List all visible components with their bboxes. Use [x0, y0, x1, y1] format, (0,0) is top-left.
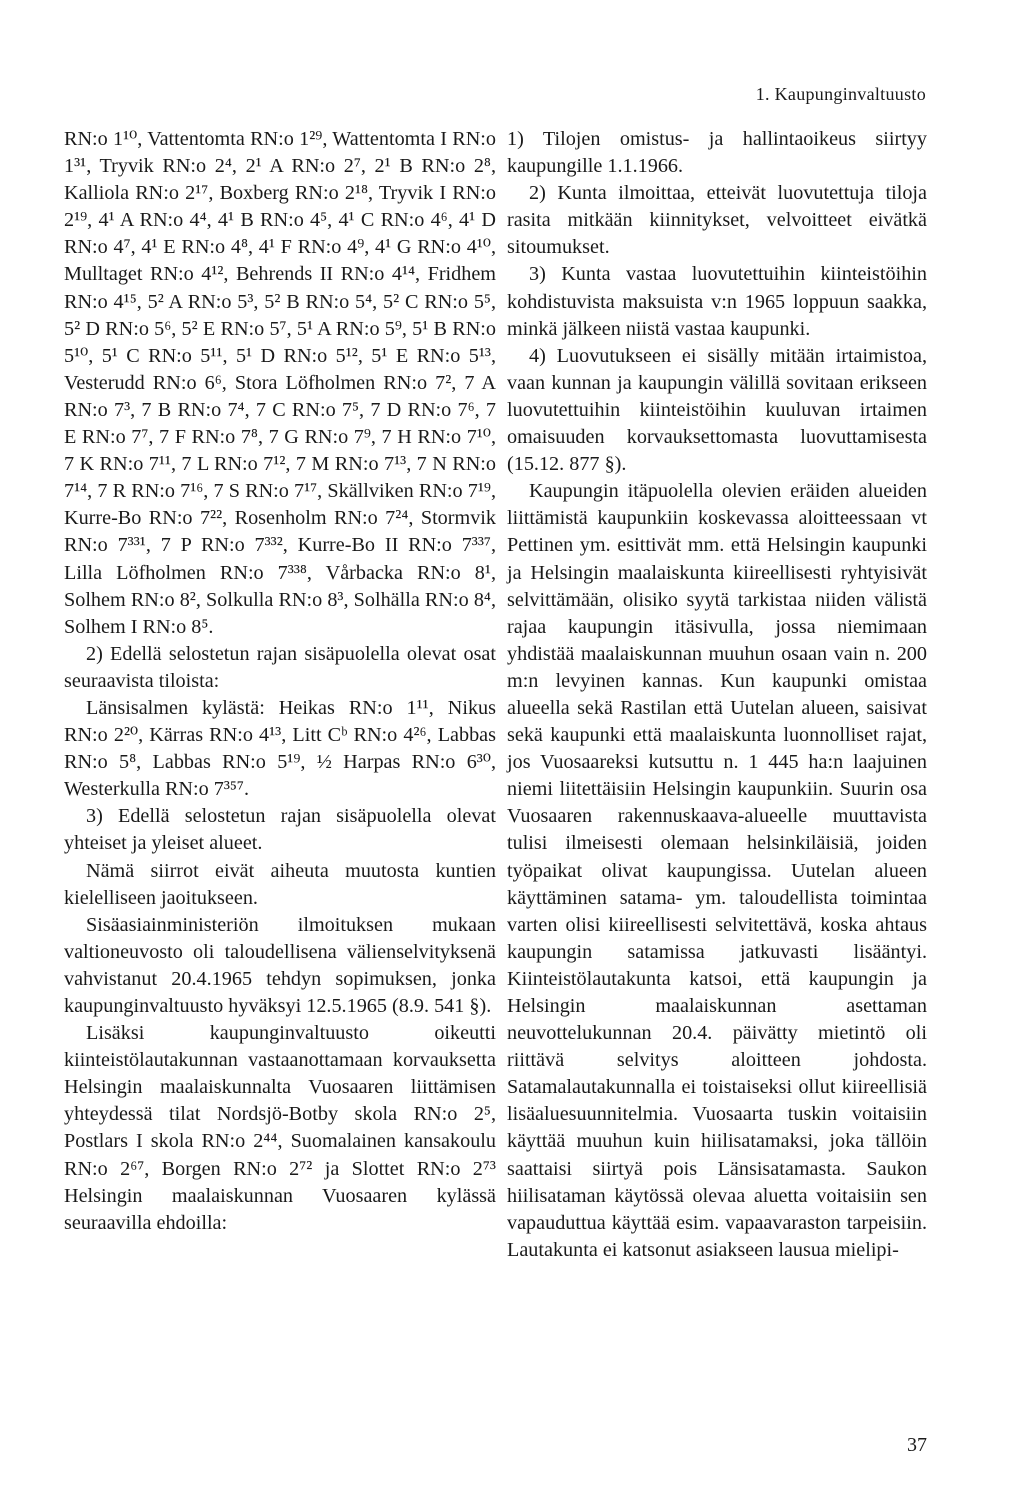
paragraph: 2) Edellä selostetun rajan sisäpuolella olevat osat seuraavista tiloista:	[64, 642, 496, 692]
paragraph: 3) Kunta vastaa luovutettuihin kiinteistöihin kohdistuvista maksuista v:n 1965 loppuun saakka, minkä jälkeen niistä vastaa kaupunki.	[507, 263, 927, 340]
paragraph: Lisäksi kaupunginvaltuusto oikeutti kiinteistölautakunnan vastaanottamaan korvauksetta Helsingin maalaiskunnalta Vuosaaren liittämisen yhteydessä tilat Nordsjö-Botby skola RN:o 2⁵, Postlars I skola RN:o 2⁴⁴, Suomalainen kansakoulu RN:o 2⁶⁷, Borgen RN:o 2⁷² ja Slottet RN:o 2⁷³ Helsingin maalaiskunnan Vuosaaren kylässä seuraavilla ehdoilla:	[64, 1022, 496, 1234]
right-column	[507, 126, 927, 1264]
paragraph: Länsisalmen kylästä: Heikas RN:o 1¹¹, Nikus RN:o 2²⁰, Kärras RN:o 4¹³, Litt Cᵇ RN:o 4²⁶, Labbas RN:o 5⁸, Labbas RN:o 5¹⁹, ½ Harpas RN:o 6³⁰, Westerkulla RN:o 7³⁵⁷.	[64, 696, 496, 801]
paragraph: 3) Edellä selostetun rajan sisäpuolella olevat yhteiset ja yleiset alueet.	[64, 805, 496, 855]
running-header: 1. Kaupunginvaltuusto	[755, 84, 926, 104]
paragraph: Sisäasiainministeriön ilmoituksen mukaan valtioneuvosto oli taloudellisena välienselvityksenä vahvistanut 20.4.1965 tehdyn sopimuksen, jonka kaupunginvaltuusto hyväksyi 12.5.1965 (8.9. 541 §).	[64, 913, 496, 1017]
paragraph: 1) Tilojen omistus- ja hallintaoikeus siirtyy kaupungille 1.1.1966.	[507, 128, 927, 178]
paragraph: RN:o 1¹⁰, Vattentomta RN:o 1²⁹, Wattentomta I RN:o 1³¹, Tryvik RN:o 2⁴, 2¹ A RN:o 2⁷, 2¹ B RN:o 2⁸, Kalliola RN:o 2¹⁷, Boxberg RN:o 2¹⁸, Tryvik I RN:o 2¹⁹, 4¹ A RN:o 4⁴, 4¹ B RN:o 4⁵, 4¹ C RN:o 4⁶, 4¹ D RN:o 4⁷, 4¹ E RN:o 4⁸, 4¹ F RN:o 4⁹, 4¹ G RN:o 4¹⁰, Mulltaget RN:o 4¹², Behrends II RN:o 4¹⁴, Fridhem RN:o 4¹⁵, 5² A RN:o 5³, 5² B RN:o 5⁴, 5² C RN:o 5⁵, 5² D RN:o 5⁶, 5² E RN:o 5⁷, 5¹ A RN:o 5⁹, 5¹ B RN:o 5¹⁰, 5¹ C RN:o 5¹¹, 5¹ D RN:o 5¹², 5¹ E RN:o 5¹³, Vesterudd RN:o 6⁶, Stora Löfholmen RN:o 7², 7 A RN:o 7³, 7 B RN:o 7⁴, 7 C RN:o 7⁵, 7 D RN:o 7⁶, 7 E RN:o 7⁷, 7 F RN:o 7⁸, 7 G RN:o 7⁹, 7 H RN:o 7¹⁰, 7 K RN:o 7¹¹, 7 L RN:o 7¹², 7 M RN:o 7¹³, 7 N RN:o 7¹⁴, 7 R RN:o 7¹⁶, 7 S RN:o 7¹⁷, Skällviken RN:o 7¹⁹, Kurre-Bo RN:o 7²², Rosenholm RN:o 7²⁴, Stormvik RN:o 7³³¹, 7 P RN:o 7³³², Kurre-Bo II RN:o 7³³⁷, Lilla Löfholmen RN:o 7³³⁸, Vårbacka RN:o 8¹, Solhem RN:o 8², Solkulla RN:o 8³, Solhälla RN:o 8⁴, Solhem I RN:o 8⁵.	[64, 128, 496, 638]
paragraph: 4) Luovutukseen ei sisälly mitään irtaimistoa, vaan kunnan ja kaupungin välillä sovitaan erikseen luovutettuihin kiinteistöihin kuuluvan irtaimen omaisuuden korvauksettomasta luovuttamisesta (15.12. 877 §).	[507, 344, 927, 476]
page-number: 37	[907, 1434, 927, 1456]
paragraph: 2) Kunta ilmoittaa, etteivät luovutettuja tiloja rasita mitkään kiinnitykset, velvoitteet eivätkä sitoumukset.	[507, 182, 927, 259]
paragraph: Nämä siirrot eivät aiheuta muutosta kuntien kielelliseen jaoitukseen.	[64, 859, 496, 909]
left-column	[64, 126, 496, 1237]
paragraph: Kaupungin itäpuolella olevien eräiden alueiden liittämistä kaupunkiin koskevassa aloitteessaan vt Pettinen ym. esittivät mm. että Helsingin kaupunki ja Helsingin maalaiskunta kiireellisesti ryhtyisivät selvittämään, olisiko syytä tarkistaa niiden välistä rajaa kaupungin itäsivulla, jossa niemimaan yhdistää maalaiskunnan muuhun osaan vain n. 200 m:n levyinen kannas. Kun kaupunki omistaa alueella sekä Rastilan että Uutelan alueen, saisivat sekä kaupunki että maalaiskunta luonnolliset rajat, jos Vuosaareksi kutsuttu n. 1 445 ha:n laajuinen niemi liitettäisiin Helsingin kaupunkiin. Suurin osa Vuosaaren rakennuskaava-alueelle muuttavista tulisi ilmeisesti olemaan helsinkiläisiä, joiden työpaikat olivat kaupungissa. Uutelan alueen käyttäminen satama- ym. taloudellista toimintaa varten olisi kiireellisesti selvitettävä, koska ahtaus kaupungin satamissa jatkuvasti lisääntyi. Kiinteistölautakunta katsoi, että kaupungin ja Helsingin maalaiskunnan asettaman neuvottelukunnan 20.4. päivätty mietintö oli riittävä selvitys aloitteen johdosta. Satamalautakunnalla ei toistaiseksi ollut kiireellisiä lisäaluesuunnitelmia. Vuosaarta tuskin voitaisiin käyttää muuhun kuin hiilisatamaksi, joka tällöin saattaisi siirtyä pois Länsisatamasta. Saukon hiilisataman käytössä olevaa aluetta voitaisiin sen vapauduttua käyttää esim. vapaavaraston tarpeisiin. Lautakunta ei katsonut asiakseen lausua mielipi-	[507, 480, 927, 1261]
